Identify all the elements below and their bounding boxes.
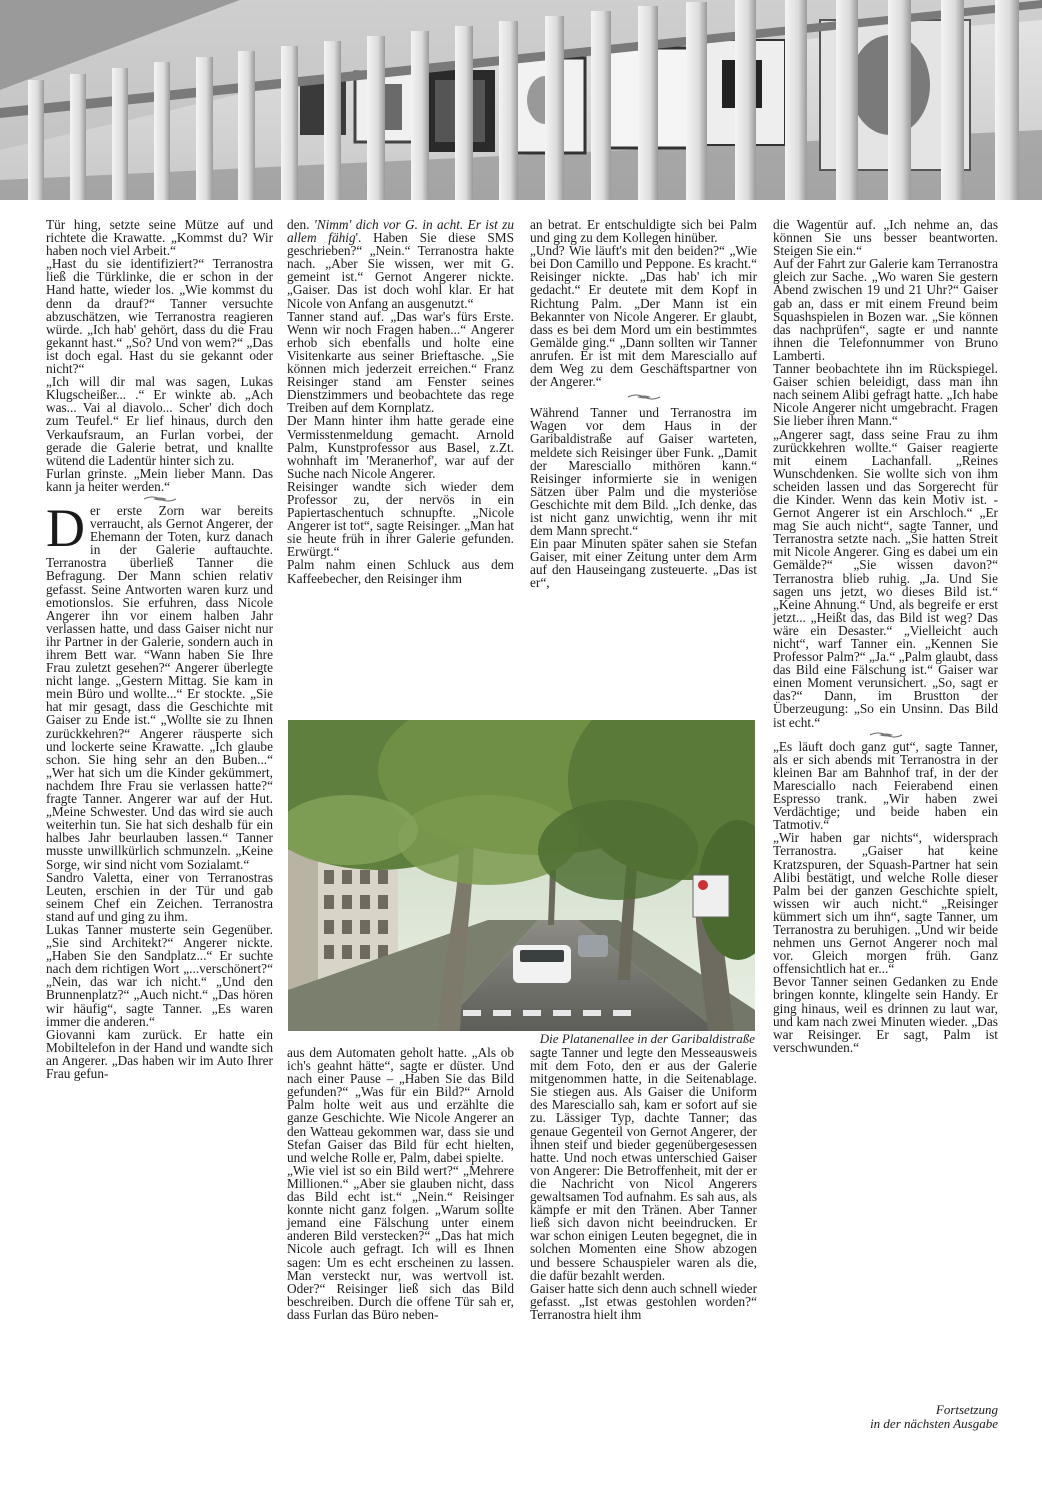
paragraph: Sandro Valetta, einer von Terranostras Leuten, erschien in der Tür und gab seinem Chef ein Zeichen. Terranostra stand auf und ging zu ihm. bbox=[46, 869, 273, 924]
paragraph: aus dem Automaten geholt hatte. „Als ob ich's geahnt hätte“, sagte er düster. Und nach einer Pause – „Haben Sie das Bild gefunden?“ „Was für ein Bild?“ Arnold Palm holte weit aus und erzählte die ganze Geschichte. Wie Nicole Angerer an den Watteau gekommen war, dass sie und Stefan Gaiser das Bild für echt hielten, und welche Rolle er, Palm, dabei spielte. bbox=[287, 1045, 514, 1165]
paragraph: die Wagentür auf. „Ich nehme an, das können Sie uns besser beantworten. Steigen Sie ein.“ bbox=[773, 217, 998, 259]
continued-line-1: Fortsetzung bbox=[935, 1402, 998, 1417]
paragraph: Palm nahm einen Schluck aus dem Kaffeebecher, den Reisinger ihm bbox=[287, 557, 514, 586]
column-3-lower bbox=[530, 1046, 757, 1321]
paragraph: „Wir haben gar nichts“, widersprach Terranostra. „Gaiser hat keine Kratzspuren, der Squash-Partner hat sein Alibi bestätigt, und welche Rolle dieser Palm bei der ganzen Geschichte spielt, wissen wir auch nicht.“ „Reisinger kümmert sich um ihn“, sagte Tanner, um Terranostra zu beruhigen. „Und wir beide nehmen uns Gernot Angerer noch mal vor. Gleich morgen früh. Ganz offensichtlich hat er...“ bbox=[773, 830, 998, 977]
paragraph: Tanner beobachtete ihn im Rückspiegel. Gaiser schien beleidigt, dass man ihn nach seinem Alibi gefragt hatte. „Ich habe Nicole Angerer nicht umgebracht. Fragen Sie lieber ihren Mann.“ bbox=[773, 361, 998, 429]
paragraph: „Ich will dir mal was sagen, Lukas Klugscheißer... .“ Er winkte ab. „Ach was... Vai al diavolo... Scher' dich doch zum Teufel.“ Er lief hinaus, durch den Verkaufsraum, an Furlan vorbei, der gerade die Galerie betrat, und knallte wütend die Ladentür hinter sich zu. bbox=[46, 374, 273, 468]
paragraph: Während Tanner und Terranostra im Wagen vor dem Haus in der Garibaldistraße auf Gaiser warteten, meldete sich Reisinger über Funk. „Damit der Maresciallo mithören kann.“ Reisinger informierte sie in wenigen Sätzen über Palm und die mysteriöse Geschichte mit dem Bild. „Ich denke, das ist nicht ganz unwichtig, wenn ihr mit dem Mann sprecht.“ bbox=[530, 405, 757, 539]
continued-note bbox=[773, 1403, 998, 1431]
paragraph-text: den. bbox=[287, 217, 314, 232]
paragraph bbox=[46, 497, 273, 872]
article-column-4 bbox=[773, 218, 998, 1054]
paragraph: „Hast du sie identifiziert?“ Terranostra ließ die Türklinke, die er schon in der Hand hatte, wieder los. „Wie kommst du denn da drauf?“ Tanner versuchte abzuschätzen, wie Terranostra reagieren würde. „Ich hab' gehört, dass du die Frau gekannt hast.“ „So? Und von wem?“ „Das ist doch egal. Hast du sie gekannt oder nicht?“ bbox=[46, 256, 273, 377]
gallery-railing-photo bbox=[0, 0, 1042, 200]
continued-line-2: in der nächsten Ausgabe bbox=[870, 1416, 998, 1431]
drop-cap: D bbox=[46, 497, 85, 558]
ornament-divider-icon bbox=[530, 391, 757, 402]
paragraph: Giovanni kam zurück. Er hatte ein Mobiltelefon in der Hand und wandte sich an Angerer. „Das haben wir im Auto Ihrer Frau gefun- bbox=[46, 1026, 273, 1081]
paragraph: Auf der Fahrt zur Galerie kam Terranostra gleich zur Sache. „Wo waren Sie gestern Abend zwischen 19 und 21 Uhr?“ Gaiser gab an, dass er mit einem Freund beim Squashspielen in Bozen war. „Sie können das nachprüfen“, sagte er und nannte ihnen die Telefonnummer von Bruno Lamberti. bbox=[773, 256, 998, 363]
ornament-divider-icon bbox=[773, 729, 998, 740]
photo-caption: Die Platanenallee in der Garibaldistraße bbox=[539, 1031, 755, 1046]
paragraph: Der Mann hinter ihm hatte gerade eine Vermisstenmeldung gemacht. Arnold Palm, Kunstprofessor aus Basel, z.Zt. wohnhaft im 'Meranerhof', war auf der Suche nach Nicole Angerer. bbox=[287, 413, 514, 481]
plane-tree-avenue-photo bbox=[288, 720, 755, 1031]
paragraph: Lukas Tanner musterte sein Gegenüber. „Sie sind Architekt?“ Angerer nickte. „Haben Sie den Sandplatz...“ Er suchte nach dem richtigen Wort „...verschönert?“ „Nein, das war ich nicht.“ „Und den Brunnenplatz?“ „Auch nicht.“ „Das hören wir häufig“, sagte Tanner. „Es waren immer die anderen.“ bbox=[46, 921, 273, 1029]
article-column-1 bbox=[46, 218, 273, 1080]
sms-quote: 'Nimm' dich vor G. in acht. Er ist zu allem fähig bbox=[287, 217, 514, 246]
paragraph: „Es läuft doch ganz gut“, sagte Tanner, als er sich abends mit Terranostra in der kleinen Bar am Bahnhof traf, in der der Maresciallo nach Feierabend einen Espresso trank. „Wir haben zwei Verdächtige; und beide haben ein Tatmotiv.“ bbox=[773, 738, 998, 833]
paragraph: Bevor Tanner seinen Gedanken zu Ende bringen konnte, klingelte sein Handy. Er ging hinaus, weil es drinnen zu laut war, und kam nach zwei Minuten wieder. „Das war Reisinger. Er sagt, Palm ist verschwunden.“ bbox=[773, 974, 998, 1055]
paragraph: Reisinger wandte sich wieder dem Professor zu, der nervös in ein Papiertaschentuch schnupfte. „Nicole Angerer ist tot“, sagte Reisinger. „Man hat sie heute früh in ihrer Galerie gefunden. Erwürgt.“ bbox=[287, 478, 514, 560]
article-column-2 bbox=[287, 217, 514, 1322]
paragraph-text: '. Haben Sie diese SMS geschrieben?“ „Nein.“ Terranostra hakte nach. „Aber Sie wissen, wer mit G. gemeint ist.“ Gernot Angerer nickte. „Gaiser. Das ist doch wohl klar. Er hat Nicole von Anfang an ausgenutzt.“ bbox=[287, 230, 514, 311]
paragraph: Tür hing, setzte seine Mütze auf und richtete die Krawatte. „Kommst du? Wir haben noch viel Arbeit.“ bbox=[46, 217, 273, 259]
paragraph bbox=[287, 218, 514, 310]
paragraph: „Wie viel ist so ein Bild wert?“ „Mehrere Millionen.“ „Aber sie glauben nicht, dass das Bild echt ist.“ „Nein.“ Reisinger konnte nicht ganz folgen. „Warum sollte jemand eine Fälschung unter einem anderen Bild verstecken?“ „Das hat mich Nicole auch gefragt. Ich will es Ihnen sagen: Um es echt erscheinen zu lassen. Man versteckt nur, was wertvoll ist. Oder?“ Reisinger ließ sich das Bild beschreiben. Durch die offene Tür sah er, dass Furlan das Büro neben- bbox=[287, 1162, 514, 1322]
paragraph: an betrat. Er entschuldigte sich bei Palm und ging zu dem Kollegen hinüber. bbox=[530, 217, 757, 246]
paragraph-text: er erste Zorn war bereits verraucht, als Gernot Angerer, der Ehemann der Toten, kurz danach in der Galerie auftauchte. Terranostra überließ Tanner die Befragung. Der Mann schien relativ gefasst. Seine Antworten waren kurz und emotionslos. Sie erfuhren, dass Nicole Angerer ihn vor einem halben Jahr verlassen hatte, und dass Gaiser nicht nur ihr Partner in der Galerie, sondern auch in ihrem Bett war. “Wann haben Sie Ihre Frau zuletzt gesehen?“ Angerer überlegte nicht lange. „Gestern Mittag. Sie kam in mein Büro und wollte...“ Er stockte. „Sie hat mir gesagt, dass die Geschichte mit Gaiser zu Ende ist.“ „Wollte sie zu Ihnen zurückkehren?“ Angerer räusperte sich und lockerte seine Krawatte. „Ich glaube schon. Sie hing sehr an den Buben...“ „Wer hat sich um die Kinder gekümmert, nachdem Ihre Frau sie verlassen hatte?“ fragte Tanner. Angerer war auf der Hut. „Meine Schwester. Und das wird sie auch weiterhin tun. Sie hat sich deshalb für ein halbes Jahr beurlauben lassen.“ Tanner musste unwillkürlich schmunzeln. „Keine Sorge, wir sind nicht vom Sozialamt.“ bbox=[46, 502, 273, 872]
paragraph: „Und? Wie läuft's mit den beiden?“ „Wie bei Don Camillo und Peppone. Es kracht.“ Reisinger nickte. „Das hab' ich mir gedacht.“ Er deutete mit dem Kopf in Richtung Palm. „Der Mann ist ein Bekannter von Nicole Angerer. Er glaubt, dass es bei dem Mord um ein bestimmtes Gemälde ging.“ „Dann sollten wir Tanner anrufen. Er ist mit dem Maresciallo auf dem Weg zu dem Geschäftspartner von der Angerer.“ bbox=[530, 243, 757, 390]
paragraph: Furlan grinste. „Mein lieber Mann. Das kann ja heiter werden.“ bbox=[46, 465, 273, 494]
paragraph: „Angerer sagt, dass seine Frau zu ihm zurückkehren wollte.“ Gaiser reagierte mit einem Lachanfall. „Reines Wunschdenken. Sie wollte sich von ihm scheiden lassen und das Sorgerecht für die Kinder. Wenn das kein Motiv ist. - Gernot Angerer ist ein Arschloch.“ „Er mag Sie auch nicht“, sagte Tanner, und Terranostra setzte nach. „Sie hatten Streit mit Nicole Angerer. Ging es dabei um ein Gemälde?“ „Sie wissen davon?“ Terranostra blieb ruhig. „Ja. Und Sie sagen uns jetzt, wo dieses Bild ist.“ „Keine Ahnung.“ Und, als begreife er erst jetzt... „Heißt das, das Bild ist weg? Das wäre ein Desaster.“ „Vielleicht auch nicht“, warf Tanner ein. „Kennen Sie Professor Palm?“ „Ja.“ „Palm glaubt, dass das Bild eine Fälschung ist.“ Gaiser war einen Moment verunsichert. „So, sagt er das?“ Dann, im Brustton der Überzeugung: „So ein Unsinn. Das Bild ist echt.“ bbox=[773, 426, 998, 730]
column-2-lower bbox=[287, 1046, 514, 1321]
paragraph: sagte Tanner und legte den Messeausweis mit dem Foto, den er aus der Galerie mitgenommen hatte, in die Seitenablage. Sie stiegen aus. Als Gaiser die Uniform des Maresciallo sah, kam er sofort auf sie zu. Lässiger Typ, dachte Tanner; das genaue Gegenteil von Gernot Angerer, der ihnen steif und bieder gegenübergesessen hatte. Und noch etwas unterschied Gaiser von Angerer: Die Betroffenheit, mit der er die Nachricht von Nicol Angerers gewaltsamen Tod aufnahm. Es sah aus, als kämpfe er mit den Tränen. Aber Tanner ließ sich davon nicht beeindrucken. Er war schon einigen Leuten begegnet, die in solchen Momenten eine Show abzogen und bessere Schauspieler waren als die, die dafür bezahlt werden. bbox=[530, 1045, 757, 1283]
paragraph: Ein paar Minuten später sahen sie Stefan Gaiser, mit einer Zeitung unter dem Arm auf den Hauseingang zusteuerte. „Das ist er“, bbox=[530, 536, 757, 591]
paragraph: Gaiser hatte sich denn auch schnell wieder gefasst. „Ist etwas gestohlen worden?“ Terranostra hielt ihm bbox=[530, 1280, 757, 1322]
paragraph: Tanner stand auf. „Das war's fürs Erste. Wenn wir noch Fragen haben...“ Angerer erhob sich ebenfalls und holte eine Visitenkarte aus seiner Brieftasche. „Sie können mich jederzeit erreichen.“ Franz Reisinger stand am Fenster seines Dienstzimmers und beobachtete das rege Treiben auf dem Kornplatz. bbox=[287, 308, 514, 416]
